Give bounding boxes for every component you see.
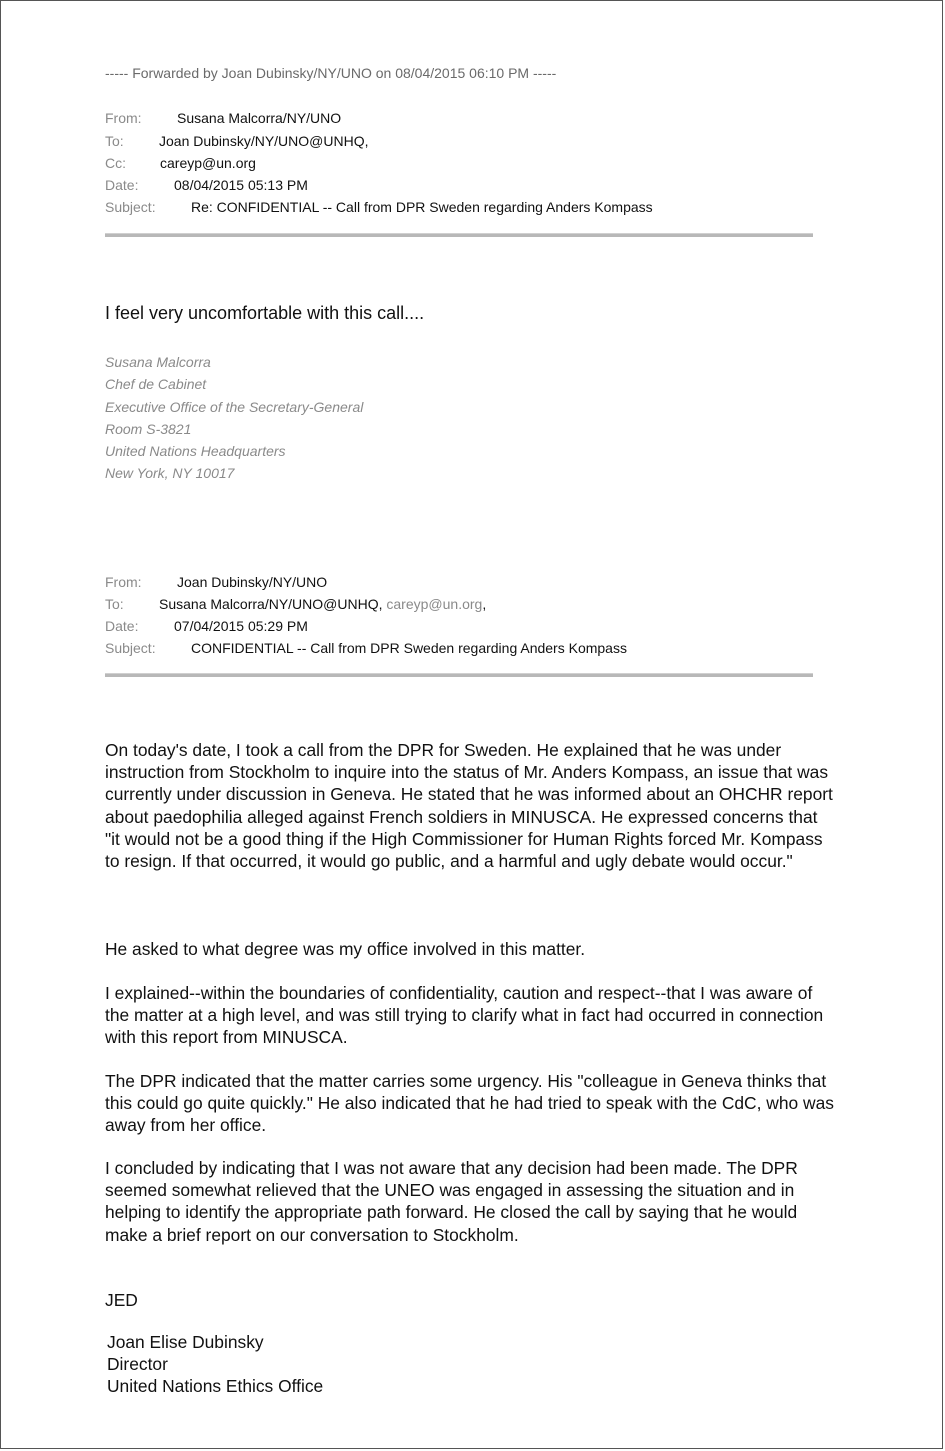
- email1-message: I feel very uncomfortable with this call....: [105, 303, 425, 323]
- email2-to: Susana Malcorra/NY/UNO@UNHQ,: [159, 596, 383, 612]
- from-label: From:: [105, 110, 142, 126]
- email1-to: Joan Dubinsky/NY/UNO@UNHQ,: [159, 133, 369, 149]
- header-divider: [105, 673, 813, 677]
- signature-line: United Nations Ethics Office: [107, 1376, 324, 1397]
- email1-subject: Re: CONFIDENTIAL -- Call from DPR Sweden regarding Anders Kompass: [191, 199, 653, 215]
- signature-line: New York, NY 10017: [105, 465, 235, 482]
- signature-line: Joan Elise Dubinsky: [107, 1332, 264, 1352]
- email2-initials-block: [105, 1289, 835, 1311]
- date-label: Date:: [105, 177, 139, 193]
- email2-to-value: [159, 596, 486, 612]
- email1-date: 08/04/2015 05:13 PM: [174, 177, 308, 193]
- body-paragraph: On today's date, I took a call from the DPR for Sweden. He explained that he was under instruction from Stockholm to inquire into the status of Mr. Anders Kompass, an issue that was currently under discussion in Geneva. He stated that he was informed about an OHCHR report about paedophilia alleged against French soldiers in MINUSCA. He expressed concerns that "it would not be a good thing if the High Commissioner for Human Rights forced Mr. Kompass to resign. If that occurred, it would go public, and a harmful and ugly debate would occur.": [105, 740, 833, 872]
- email2-body: [105, 1157, 835, 1246]
- signature-line: Director: [107, 1354, 168, 1375]
- email2-body: [105, 1070, 835, 1137]
- email1-from: Susana Malcorra/NY/UNO: [177, 110, 342, 126]
- cc-label: Cc:: [105, 155, 126, 171]
- signature-line: United Nations Headquarters: [105, 443, 286, 460]
- to-label: To:: [105, 596, 124, 612]
- signature-line: Room S-3821: [105, 420, 192, 437]
- signature-line: Susana Malcorra: [105, 354, 211, 370]
- body-paragraph: I explained--within the boundaries of confidentiality, caution and respect--that I was aware of the matter at a high level, and was still trying to clarify what in fact had occurred in connection with this report from MINUSCA.: [105, 983, 824, 1048]
- subject-label: Subject:: [105, 199, 156, 215]
- email2-body: [105, 982, 835, 1049]
- signature-line: Chef de Cabinet: [105, 376, 207, 393]
- email2-body: [105, 739, 835, 872]
- email2-from: Joan Dubinsky/NY/UNO: [177, 574, 328, 590]
- header-divider: [105, 233, 813, 237]
- body-paragraph: I concluded by indicating that I was not aware that any decision had been made. The DPR seemed somewhat relieved that the UNEO was engaged in assessing the situation and in helping to identify the appropriate path forward. He closed the call by saying that he would make a brief report on our conversation to Stockholm.: [105, 1158, 798, 1245]
- body-paragraph: He asked to what degree was my office involved in this matter.: [105, 939, 586, 959]
- email2-subject: CONFIDENTIAL -- Call from DPR Sweden regarding Anders Kompass: [191, 640, 627, 656]
- email2-date: 07/04/2015 05:29 PM: [174, 618, 308, 634]
- subject-label: Subject:: [105, 640, 156, 656]
- signature-line: Executive Office of the Secretary-General: [105, 398, 364, 415]
- email2-body: [105, 938, 835, 960]
- email2-to-extra: careyp@un.org: [386, 596, 483, 612]
- email2-to-comma: ,: [482, 596, 487, 612]
- email1-signature: [105, 351, 363, 485]
- forward-line: ----- Forwarded by Joan Dubinsky/NY/UNO on 08/04/2015 06:10 PM -----: [105, 65, 557, 81]
- email2-signature: [107, 1331, 323, 1398]
- from-label: From:: [105, 574, 142, 590]
- date-label: Date:: [105, 618, 139, 634]
- email1-cc: careyp@un.org: [160, 155, 256, 171]
- to-label: To:: [105, 133, 124, 149]
- body-paragraph: The DPR indicated that the matter carries some urgency. His "colleague in Geneva thinks that this could go quite quickly." He also indicated that he had tried to speak with the CdC, who was away from her office.: [105, 1071, 834, 1136]
- initials: JED: [105, 1290, 138, 1310]
